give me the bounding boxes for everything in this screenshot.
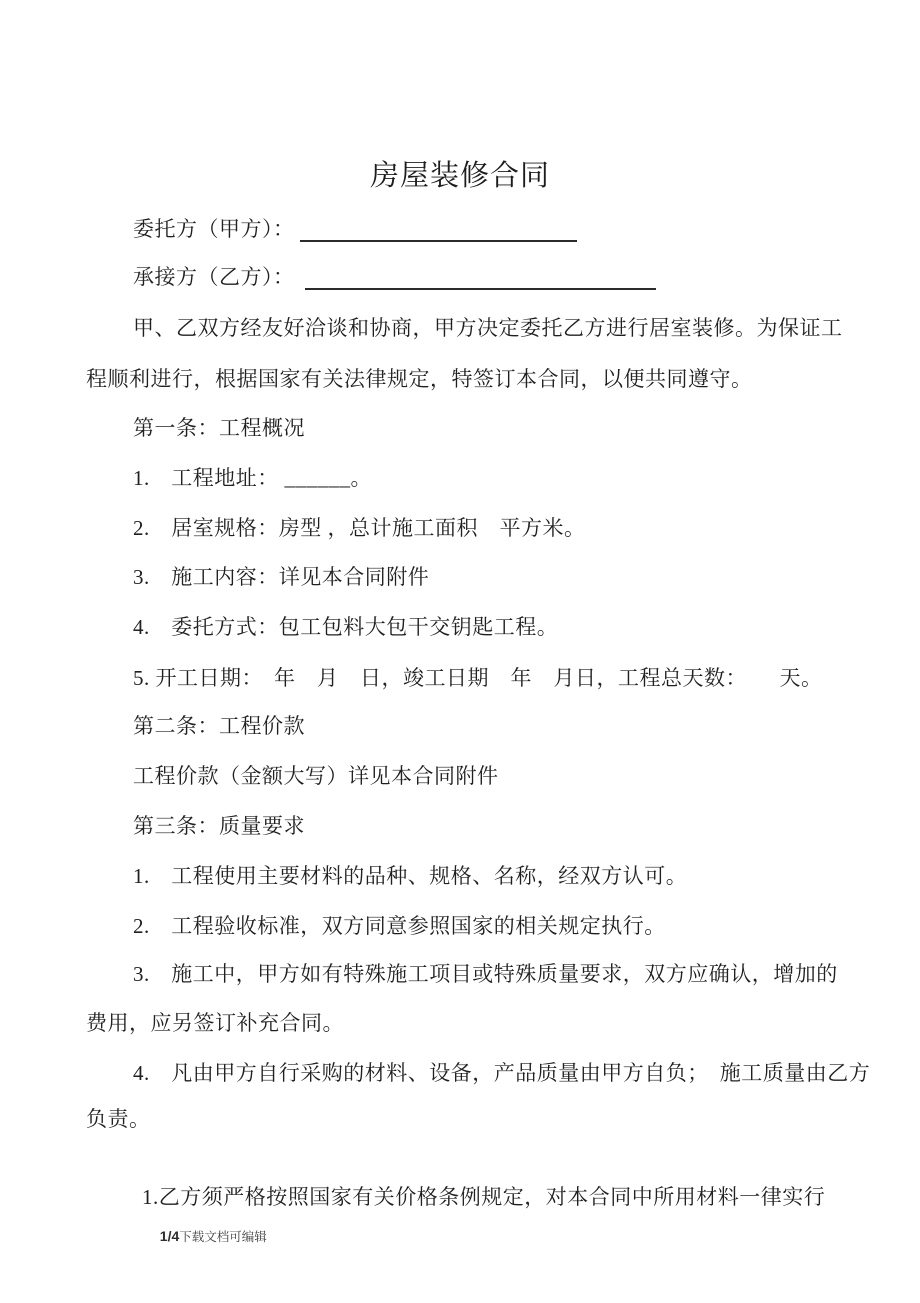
page-footer — [142, 1209, 267, 1264]
article-3-heading: 第三条：质量要求 — [133, 814, 305, 838]
article-2-heading: 第二条：工程价款 — [133, 714, 305, 738]
article-1-item-3: 3. 施工内容：详见本合同附件 — [133, 565, 430, 589]
document-title: 房屋装修合同 — [369, 160, 550, 192]
intro-line-2: 程顺利进行，根据国家有关法律规定，特签订本合同，以便共同遵守。 — [86, 367, 753, 391]
party-b-label: 承接方（乙方）： — [133, 265, 295, 289]
party-b-blank — [305, 288, 656, 290]
article-2-body: 工程价款（金额大写）详见本合同附件 — [133, 764, 499, 788]
article-1-heading: 第一条：工程概况 — [133, 416, 305, 440]
article-3-item-3-cont: 费用，应另签订补充合同。 — [86, 1011, 344, 1035]
article-1-item-2: 2. 居室规格：房型 ，总计施工面积 平方米。 — [133, 516, 586, 540]
article-3-item-4: 4. 凡由甲方自行采购的材料、设备，产品质量由甲方自负； 施工质量由乙方 — [133, 1061, 871, 1085]
party-a-label: 委托方（甲方）： — [133, 217, 295, 241]
article-1-item-4: 4. 委托方式：包工包料大包干交钥匙工程。 — [133, 615, 559, 639]
article-3-item-2: 2. 工程验收标准，双方同意参照国家的相关规定执行。 — [133, 914, 666, 938]
article-3-item-4-cont: 负责。 — [86, 1107, 151, 1131]
article-3-item-1: 1. 工程使用主要材料的品种、规格、名称，经双方认可。 — [133, 864, 688, 888]
page-indicator: 1/4 — [159, 1228, 180, 1244]
intro-line-1: 甲、乙双方经友好洽谈和协商，甲方决定委托乙方进行居室装修。为保证工 — [133, 316, 843, 340]
price-clause-line: 1.乙方须严格按照国家有关价格条例规定，对本合同中所用材料一律实行 — [142, 1185, 826, 1209]
article-3-item-3: 3. 施工中，甲方如有特殊施工项目或特殊质量要求，双方应确认，增加的 — [133, 962, 838, 986]
party-a-blank — [300, 240, 577, 242]
article-1-item-1: 1. 工程地址： ______。 — [133, 466, 372, 490]
article-1-item-5: 5. 开工日期： 年 月 日，竣工日期 年 月日，工程总天数： 天。 — [133, 666, 823, 690]
footer-note: 下载文档可编辑 — [179, 1230, 267, 1244]
